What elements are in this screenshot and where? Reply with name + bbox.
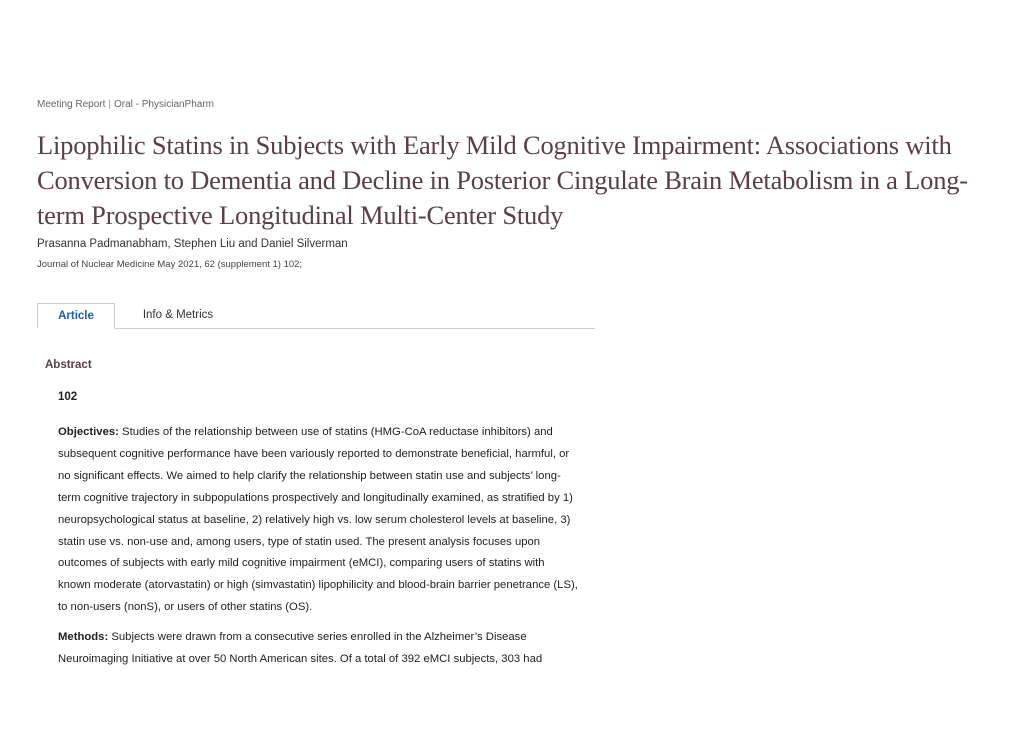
methods-paragraph <box>58 627 580 671</box>
breadcrumb-separator: | <box>108 99 111 110</box>
methods-text: Subjects were drawn from a consecutive series enrolled in the Alzheimer’s Disease Neuroimaging Initiative at over 50 North American sites. Of a total of 392 eMCI subjects, 303 had <box>58 631 543 665</box>
objectives-label: Objectives: <box>58 426 119 438</box>
abstract-heading: Abstract <box>45 359 92 371</box>
breadcrumb-section[interactable]: Meeting Report <box>37 99 106 110</box>
citation: Journal of Nuclear Medicine May 2021, 62 (supplement 1) 102; <box>37 259 303 270</box>
objectives-text: Studies of the relationship between use of statins (HMG-CoA reductase inhibitors) and subsequent cognitive performance have been variously reported to demonstrate beneficial, harmful, or no significant effects. We aimed to help clarify the relationship between statin use and subjects’ long-term cognitive trajectory in subpopulations prospectively and longitudinally examined, as stratified by 1) neuropsychological status at baseline, 2) relatively high vs. low serum cholesterol levels at baseline, 3) statin use vs. non-use and, among users, type of statin used. The present analysis focuses upon outcomes of subjects with early mild cognitive impairment (eMCI), comparing users of statins with known moderate (atorvastatin) or high (simvastatin) lipophilicity and blood-brain barrier penetrance (LS), to non-users (nonS), or users of other statins (OS). <box>58 426 578 614</box>
tab-article[interactable]: Article <box>37 303 115 329</box>
article-tabs <box>37 303 595 329</box>
author-list: Prasanna Padmanabham, Stephen Liu and Daniel Silverman <box>37 238 348 250</box>
methods-label: Methods: <box>58 631 109 643</box>
tab-info-metrics[interactable]: Info & Metrics <box>142 309 214 321</box>
objectives-paragraph <box>58 422 580 619</box>
article-title: Lipophilic Statins in Subjects with Early Mild Cognitive Impairment: Associations with Conversion to Dementia and Decline in Posterior Cingulate Brain Metabolism in a Long-term Prospective Longitudinal Multi-Center Study <box>37 130 968 230</box>
breadcrumb <box>37 99 214 110</box>
abstract-number: 102 <box>58 391 78 403</box>
breadcrumb-category[interactable]: Oral - PhysicianPharm <box>113 99 215 110</box>
